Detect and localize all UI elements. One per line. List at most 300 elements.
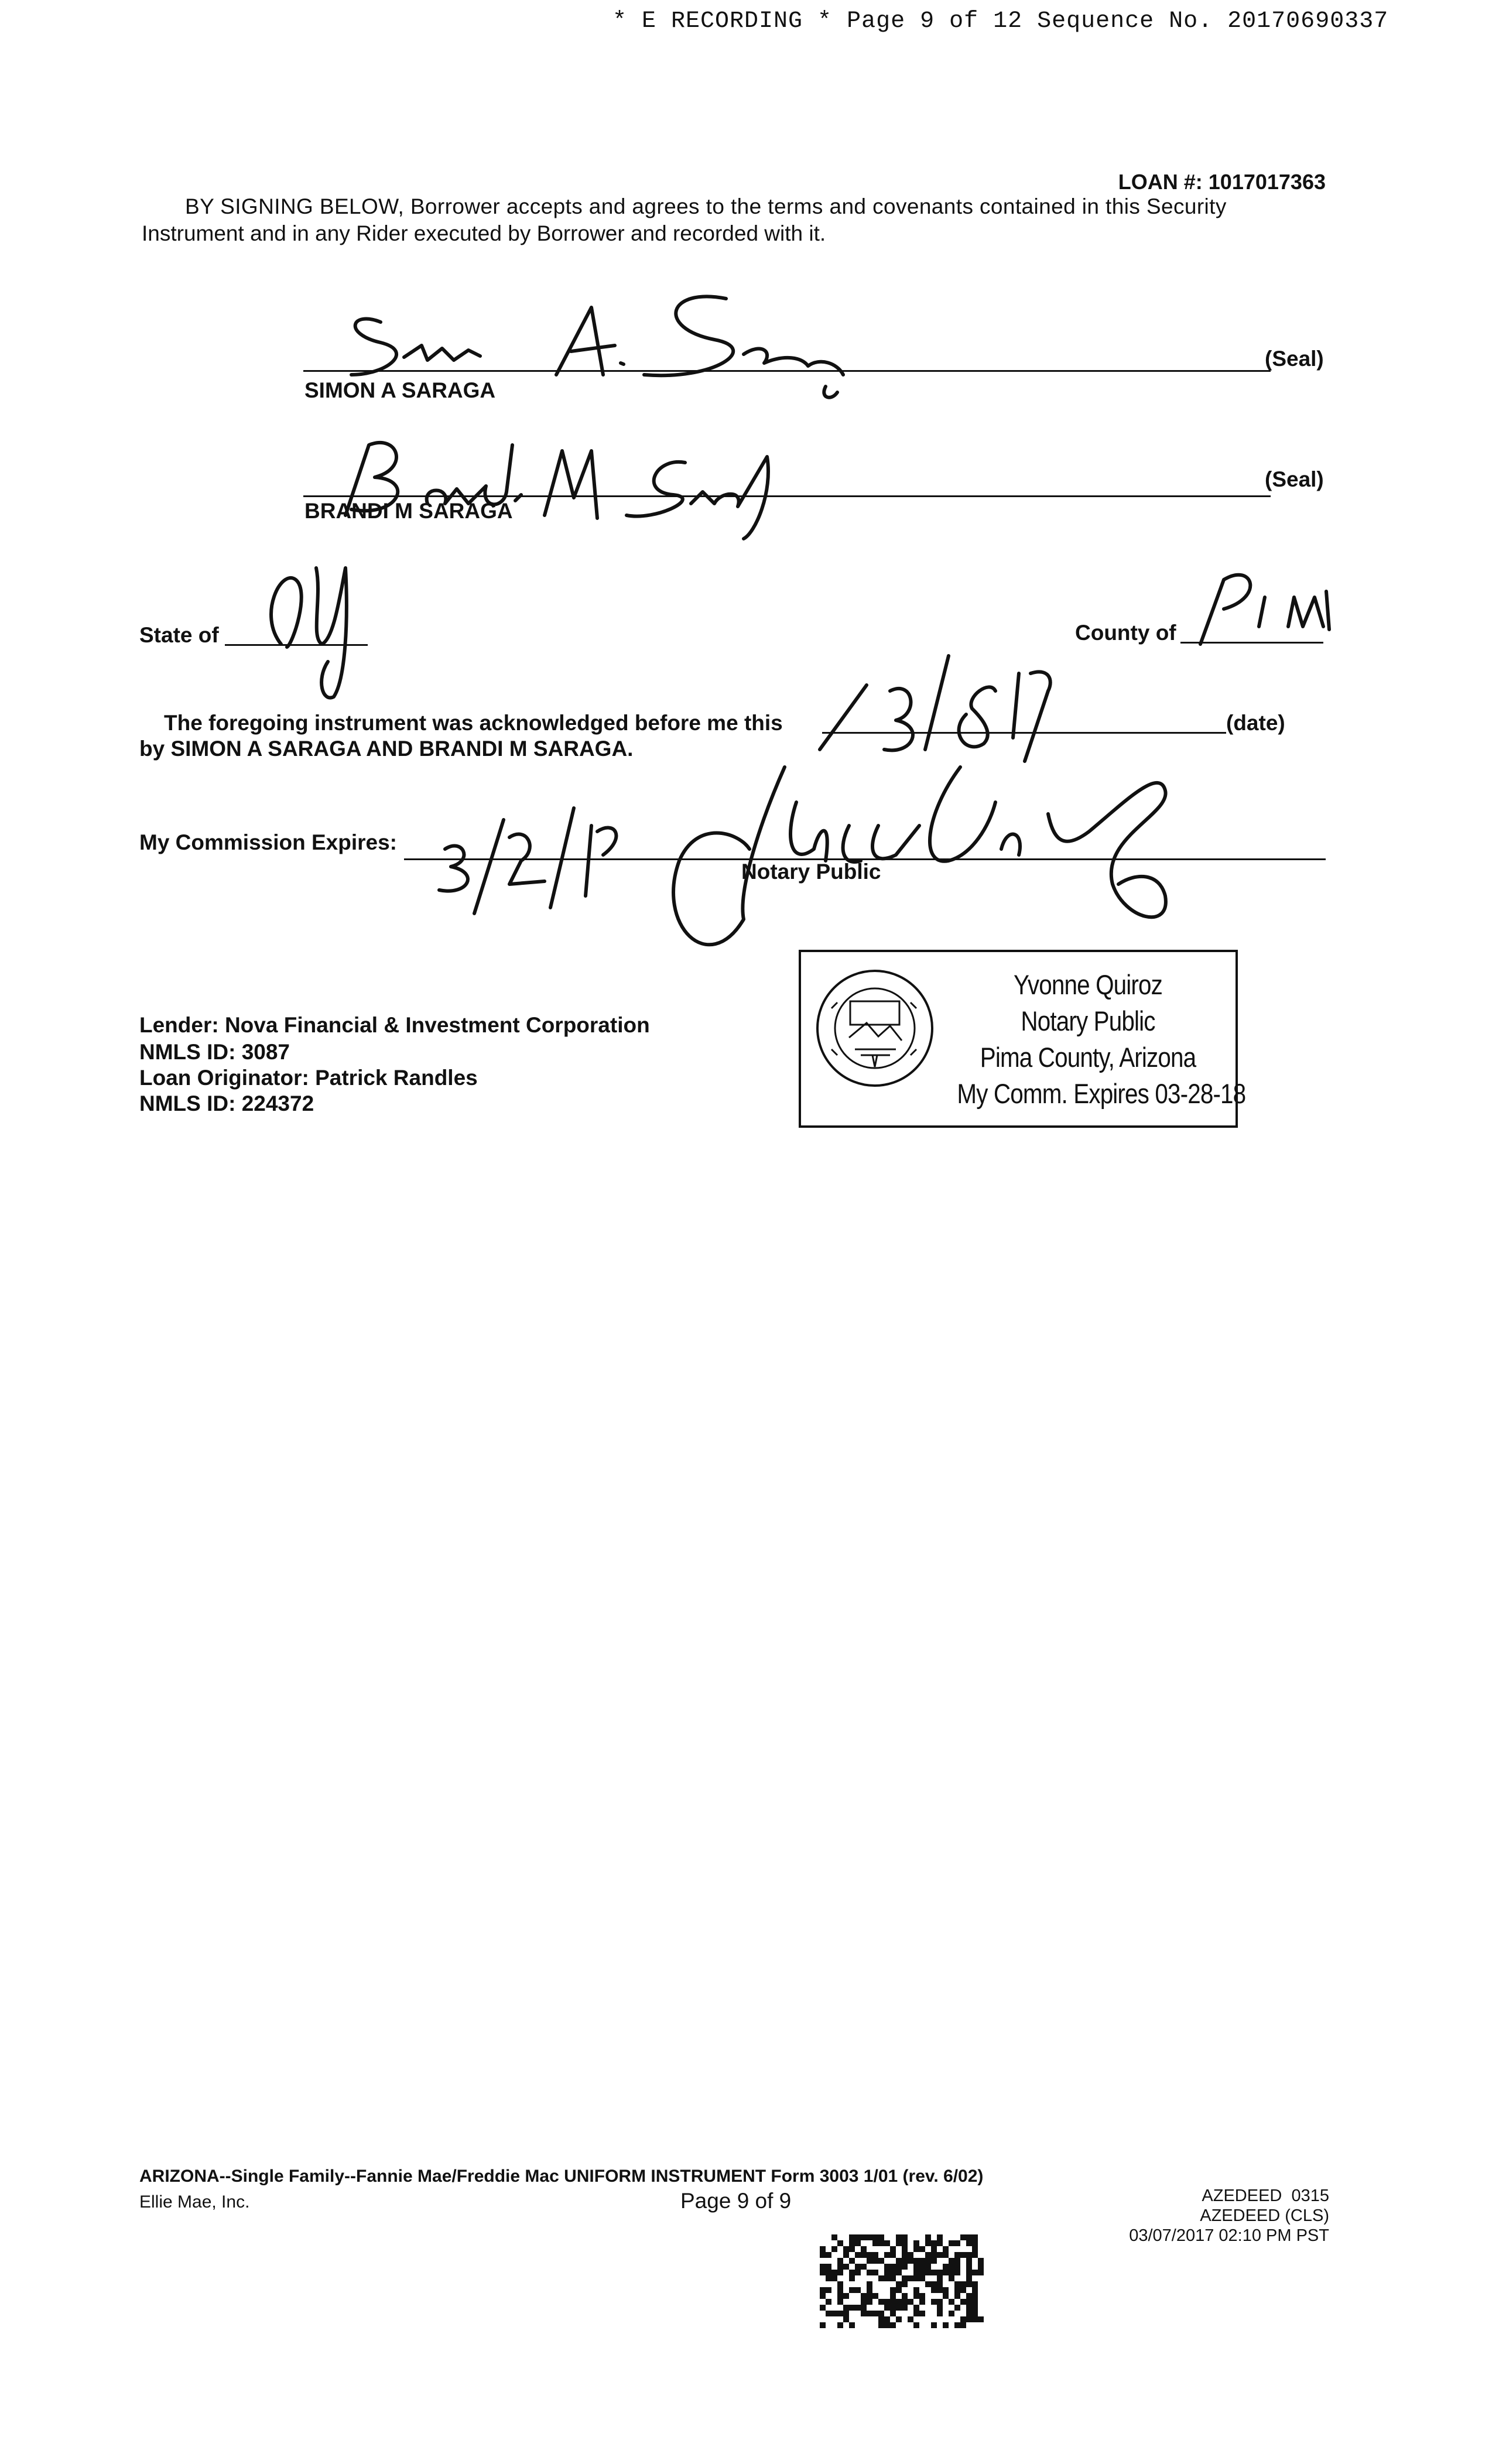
barcode-module — [872, 2252, 878, 2258]
barcode-module — [949, 2322, 954, 2328]
barcode-module — [949, 2281, 954, 2287]
barcode-module — [978, 2281, 984, 2287]
barcode-module — [896, 2281, 902, 2287]
barcode-module — [843, 2246, 849, 2252]
barcode-module — [837, 2293, 843, 2299]
barcode-module — [966, 2264, 972, 2270]
barcode-module — [867, 2275, 872, 2281]
arizona-state-seal — [814, 967, 936, 1089]
barcode-module — [925, 2316, 931, 2322]
barcode-module — [943, 2258, 949, 2264]
barcode-module — [861, 2240, 867, 2246]
barcode-module — [820, 2299, 826, 2305]
barcode-module — [867, 2316, 872, 2322]
barcode-module — [826, 2275, 831, 2281]
stamp-expires: My Comm. Expires 03-28-18 — [957, 1078, 1246, 1109]
barcode-module — [913, 2299, 919, 2305]
footer-code-2: AZEDEED (CLS) — [1200, 2206, 1329, 2225]
footer-timestamp: 03/07/2017 02:10 PM PST — [1129, 2226, 1329, 2245]
barcode-module — [978, 2293, 984, 2299]
barcode-module — [919, 2281, 925, 2287]
barcode-module — [954, 2305, 960, 2311]
barcode-module — [831, 2258, 837, 2264]
barcode-module — [878, 2322, 884, 2328]
barcode-module — [943, 2234, 949, 2240]
barcode-module — [896, 2287, 902, 2293]
barcode-module — [919, 2299, 925, 2305]
barcode-module — [849, 2311, 855, 2316]
barcode-module — [849, 2240, 855, 2246]
barcode-module — [878, 2293, 884, 2299]
barcode-module — [872, 2240, 878, 2246]
barcode-module — [937, 2322, 943, 2328]
intro-line-1: BY SIGNING BELOW, Borrower accepts and agrees to the terms and covenants contained in this Security — [185, 194, 1227, 218]
barcode-module — [843, 2240, 849, 2246]
barcode-module — [949, 2305, 954, 2311]
barcode-module — [925, 2281, 931, 2287]
barcode-module — [931, 2322, 937, 2328]
barcode-module — [902, 2287, 908, 2293]
barcode-module — [925, 2311, 931, 2316]
barcode-module — [925, 2287, 931, 2293]
barcode-module — [949, 2299, 954, 2305]
barcode-module — [849, 2275, 855, 2281]
barcode-module — [902, 2264, 908, 2270]
notary-stamp — [799, 950, 1246, 1128]
barcode-module — [890, 2299, 896, 2305]
barcode-module — [902, 2316, 908, 2322]
barcode-module — [943, 2252, 949, 2258]
barcode-module — [960, 2322, 966, 2328]
barcode-module — [919, 2270, 925, 2275]
barcode-module — [837, 2322, 843, 2328]
barcode-module — [872, 2258, 878, 2264]
barcode-module — [884, 2281, 890, 2287]
barcode-module — [861, 2264, 867, 2270]
barcode-module — [884, 2287, 890, 2293]
barcode-module — [913, 2270, 919, 2275]
lender-line-3: Loan Originator: Patrick Randles — [139, 1066, 478, 1090]
barcode-module — [913, 2311, 919, 2316]
barcode-module — [872, 2264, 878, 2270]
barcode-module — [837, 2264, 843, 2270]
barcode-module — [908, 2252, 913, 2258]
barcode-module — [843, 2311, 849, 2316]
barcode-module — [878, 2264, 884, 2270]
barcode-module — [943, 2287, 949, 2293]
barcode-module — [960, 2234, 966, 2240]
barcode-module — [855, 2252, 861, 2258]
barcode-module — [949, 2270, 954, 2275]
barcode-module — [925, 2275, 931, 2281]
barcode-module — [896, 2246, 902, 2252]
barcode-module — [831, 2234, 837, 2240]
barcode-module — [820, 2270, 826, 2275]
barcode-module — [902, 2246, 908, 2252]
barcode-module — [867, 2287, 872, 2293]
barcode-module — [954, 2264, 960, 2270]
barcode-module — [826, 2281, 831, 2287]
barcode-module — [867, 2311, 872, 2316]
barcode-module — [896, 2311, 902, 2316]
barcode-module — [849, 2287, 855, 2293]
barcode-module — [931, 2299, 937, 2305]
barcode-module — [902, 2275, 908, 2281]
barcode-module — [843, 2305, 849, 2311]
barcode-module — [972, 2275, 978, 2281]
barcode-module — [831, 2322, 837, 2328]
barcode-module — [913, 2316, 919, 2322]
barcode-module — [896, 2264, 902, 2270]
barcode-module — [925, 2234, 931, 2240]
barcode-module — [820, 2252, 826, 2258]
barcode-module — [890, 2322, 896, 2328]
barcode-module — [913, 2264, 919, 2270]
barcode-module — [837, 2287, 843, 2293]
barcode-module — [849, 2252, 855, 2258]
barcode-module — [954, 2246, 960, 2252]
barcode-module — [919, 2322, 925, 2328]
state-label: State of — [139, 623, 219, 647]
barcode-module — [966, 2316, 972, 2322]
barcode-module — [919, 2305, 925, 2311]
barcode-module — [820, 2287, 826, 2293]
barcode-module — [861, 2252, 867, 2258]
barcode-module — [837, 2311, 843, 2316]
barcode-module — [890, 2316, 896, 2322]
barcode-module — [972, 2234, 978, 2240]
barcode-module — [937, 2299, 943, 2305]
barcode-module — [913, 2240, 919, 2246]
barcode-module — [972, 2322, 978, 2328]
barcode-module — [972, 2252, 978, 2258]
barcode-module — [831, 2270, 837, 2275]
barcode-module — [861, 2281, 867, 2287]
barcode-module — [878, 2305, 884, 2311]
barcode-module — [960, 2287, 966, 2293]
barcode-module — [884, 2322, 890, 2328]
barcode-module — [943, 2246, 949, 2252]
barcode-module — [890, 2234, 896, 2240]
county-handwriting — [1177, 556, 1335, 650]
barcode-module — [902, 2293, 908, 2299]
barcode-module — [954, 2258, 960, 2264]
document-barcode — [820, 2234, 984, 2328]
barcode-module — [896, 2252, 902, 2258]
barcode-module — [820, 2258, 826, 2264]
barcode-module — [925, 2258, 931, 2264]
barcode-module — [902, 2234, 908, 2240]
barcode-module — [872, 2281, 878, 2287]
barcode-module — [843, 2287, 849, 2293]
barcode-module — [925, 2264, 931, 2270]
barcode-module — [884, 2246, 890, 2252]
barcode-module — [861, 2270, 867, 2275]
barcode-module — [919, 2293, 925, 2299]
barcode-module — [867, 2246, 872, 2252]
barcode-module — [872, 2322, 878, 2328]
barcode-module — [826, 2311, 831, 2316]
barcode-module — [902, 2240, 908, 2246]
barcode-module — [954, 2311, 960, 2316]
barcode-module — [878, 2252, 884, 2258]
barcode-module — [896, 2305, 902, 2311]
barcode-module — [978, 2234, 984, 2240]
barcode-module — [820, 2316, 826, 2322]
barcode-module — [908, 2281, 913, 2287]
barcode-module — [843, 2316, 849, 2322]
barcode-module — [902, 2311, 908, 2316]
barcode-module — [978, 2258, 984, 2264]
barcode-module — [960, 2293, 966, 2299]
barcode-module — [937, 2293, 943, 2299]
barcode-module — [890, 2275, 896, 2281]
barcode-module — [913, 2287, 919, 2293]
barcode-module — [896, 2316, 902, 2322]
barcode-module — [978, 2311, 984, 2316]
barcode-module — [943, 2240, 949, 2246]
barcode-module — [954, 2293, 960, 2299]
footer-code-1: AZEDEED 0315 — [1202, 2186, 1329, 2205]
barcode-module — [837, 2270, 843, 2275]
barcode-module — [872, 2275, 878, 2281]
barcode-module — [826, 2258, 831, 2264]
barcode-module — [861, 2287, 867, 2293]
barcode-module — [831, 2293, 837, 2299]
barcode-module — [820, 2281, 826, 2287]
barcode-module — [867, 2264, 872, 2270]
barcode-module — [913, 2293, 919, 2299]
barcode-module — [949, 2287, 954, 2293]
barcode-module — [966, 2293, 972, 2299]
barcode-module — [890, 2252, 896, 2258]
barcode-module — [820, 2234, 826, 2240]
signer-name-1: SIMON A SARAGA — [304, 378, 496, 402]
barcode-module — [919, 2234, 925, 2240]
barcode-module — [913, 2252, 919, 2258]
barcode-module — [960, 2281, 966, 2287]
barcode-module — [931, 2305, 937, 2311]
barcode-module — [954, 2316, 960, 2322]
barcode-module — [925, 2240, 931, 2246]
lender-line-4: NMLS ID: 224372 — [139, 1091, 314, 1115]
barcode-module — [908, 2322, 913, 2328]
commission-date-handwriting — [410, 773, 632, 925]
barcode-module — [831, 2252, 837, 2258]
barcode-module — [849, 2299, 855, 2305]
barcode-module — [937, 2270, 943, 2275]
barcode-module — [931, 2246, 937, 2252]
barcode-module — [949, 2264, 954, 2270]
barcode-module — [820, 2293, 826, 2299]
barcode-module — [931, 2316, 937, 2322]
barcode-module — [908, 2293, 913, 2299]
loan-number-line — [1118, 170, 1326, 194]
barcode-module — [954, 2270, 960, 2275]
barcode-module — [884, 2293, 890, 2299]
barcode-module — [913, 2246, 919, 2252]
barcode-module — [937, 2287, 943, 2293]
barcode-module — [831, 2240, 837, 2246]
acknowledgment-line-1: The foregoing instrument was acknowledged before me this — [164, 711, 783, 735]
barcode-module — [849, 2246, 855, 2252]
barcode-module — [931, 2270, 937, 2275]
barcode-module — [925, 2293, 931, 2299]
barcode-module — [837, 2234, 843, 2240]
barcode-module — [831, 2281, 837, 2287]
barcode-module — [978, 2275, 984, 2281]
barcode-module — [861, 2234, 867, 2240]
barcode-module — [861, 2293, 867, 2299]
barcode-module — [937, 2311, 943, 2316]
barcode-module — [931, 2252, 937, 2258]
barcode-module — [966, 2258, 972, 2264]
barcode-module — [890, 2287, 896, 2293]
barcode-module — [937, 2275, 943, 2281]
barcode-module — [978, 2305, 984, 2311]
barcode-module — [843, 2322, 849, 2328]
barcode-module — [972, 2246, 978, 2252]
barcode-module — [837, 2316, 843, 2322]
barcode-module — [954, 2322, 960, 2328]
barcode-module — [966, 2281, 972, 2287]
barcode-module — [954, 2234, 960, 2240]
barcode-module — [960, 2316, 966, 2322]
barcode-module — [867, 2305, 872, 2311]
barcode-module — [884, 2264, 890, 2270]
barcode-module — [843, 2281, 849, 2287]
barcode-module — [872, 2311, 878, 2316]
loan-number: 1017017363 — [1208, 170, 1326, 194]
barcode-module — [931, 2264, 937, 2270]
barcode-module — [908, 2311, 913, 2316]
barcode-module — [966, 2299, 972, 2305]
barcode-module — [861, 2305, 867, 2311]
barcode-module — [931, 2287, 937, 2293]
barcode-module — [931, 2281, 937, 2287]
barcode-module — [960, 2240, 966, 2246]
footer-form: ARIZONA--Single Family--Fannie Mae/Freddie Mac UNIFORM INSTRUMENT Form 3003 1/01 (rev. 6/02) — [139, 2167, 984, 2186]
barcode-module — [890, 2281, 896, 2287]
barcode-module — [908, 2270, 913, 2275]
barcode-module — [878, 2246, 884, 2252]
barcode-module — [861, 2275, 867, 2281]
barcode-module — [849, 2322, 855, 2328]
barcode-module — [884, 2316, 890, 2322]
barcode-module — [966, 2275, 972, 2281]
barcode-module — [820, 2311, 826, 2316]
barcode-module — [890, 2293, 896, 2299]
barcode-module — [849, 2316, 855, 2322]
barcode-module — [949, 2240, 954, 2246]
barcode-module — [943, 2322, 949, 2328]
barcode-module — [908, 2287, 913, 2293]
barcode-module — [902, 2322, 908, 2328]
barcode-module — [896, 2299, 902, 2305]
barcode-module — [884, 2305, 890, 2311]
barcode-module — [966, 2311, 972, 2316]
barcode-module — [896, 2270, 902, 2275]
barcode-module — [902, 2281, 908, 2287]
barcode-module — [872, 2246, 878, 2252]
barcode-module — [855, 2246, 861, 2252]
barcode-module — [849, 2258, 855, 2264]
barcode-module — [937, 2316, 943, 2322]
footer-vendor: Ellie Mae, Inc. — [139, 2192, 250, 2212]
barcode-module — [826, 2305, 831, 2311]
barcode-module — [949, 2258, 954, 2264]
barcode-module — [972, 2264, 978, 2270]
stamp-name: Yvonne Quiroz — [1014, 969, 1162, 1000]
barcode-module — [872, 2305, 878, 2311]
barcode-module — [937, 2258, 943, 2264]
barcode-module — [943, 2311, 949, 2316]
barcode-module — [878, 2275, 884, 2281]
barcode-module — [843, 2264, 849, 2270]
barcode-module — [831, 2246, 837, 2252]
barcode-module — [908, 2240, 913, 2246]
barcode-module — [978, 2299, 984, 2305]
barcode-module — [908, 2264, 913, 2270]
barcode-module — [896, 2322, 902, 2328]
barcode-module — [843, 2258, 849, 2264]
barcode-module — [826, 2246, 831, 2252]
barcode-module — [960, 2246, 966, 2252]
barcode-module — [978, 2270, 984, 2275]
barcode-module — [902, 2305, 908, 2311]
barcode-module — [820, 2240, 826, 2246]
barcode-module — [855, 2264, 861, 2270]
barcode-module — [826, 2299, 831, 2305]
barcode-module — [855, 2311, 861, 2316]
barcode-module — [908, 2234, 913, 2240]
barcode-module — [925, 2246, 931, 2252]
barcode-module — [878, 2287, 884, 2293]
barcode-module — [908, 2275, 913, 2281]
barcode-module — [954, 2252, 960, 2258]
barcode-module — [925, 2252, 931, 2258]
barcode-module — [902, 2252, 908, 2258]
commission-label: My Commission Expires: — [139, 830, 398, 854]
barcode-module — [908, 2258, 913, 2264]
barcode-module — [954, 2299, 960, 2305]
barcode-module — [902, 2299, 908, 2305]
barcode-module — [937, 2252, 943, 2258]
barcode-module — [896, 2240, 902, 2246]
barcode-module — [884, 2258, 890, 2264]
barcode-module — [908, 2299, 913, 2305]
barcode-module — [960, 2258, 966, 2264]
barcode-module — [949, 2275, 954, 2281]
barcode-module — [954, 2240, 960, 2246]
barcode-module — [820, 2264, 826, 2270]
barcode-module — [902, 2258, 908, 2264]
barcode-module — [966, 2305, 972, 2311]
barcode-module — [913, 2322, 919, 2328]
barcode-module — [972, 2316, 978, 2322]
barcode-module — [972, 2258, 978, 2264]
barcode-module — [919, 2240, 925, 2246]
barcode-module — [890, 2258, 896, 2264]
barcode-module — [960, 2311, 966, 2316]
barcode-module — [872, 2287, 878, 2293]
barcode-module — [878, 2234, 884, 2240]
county-label: County of — [1075, 621, 1176, 645]
barcode-module — [855, 2234, 861, 2240]
barcode-module — [843, 2270, 849, 2275]
barcode-module — [831, 2316, 837, 2322]
barcode-module — [890, 2311, 896, 2316]
